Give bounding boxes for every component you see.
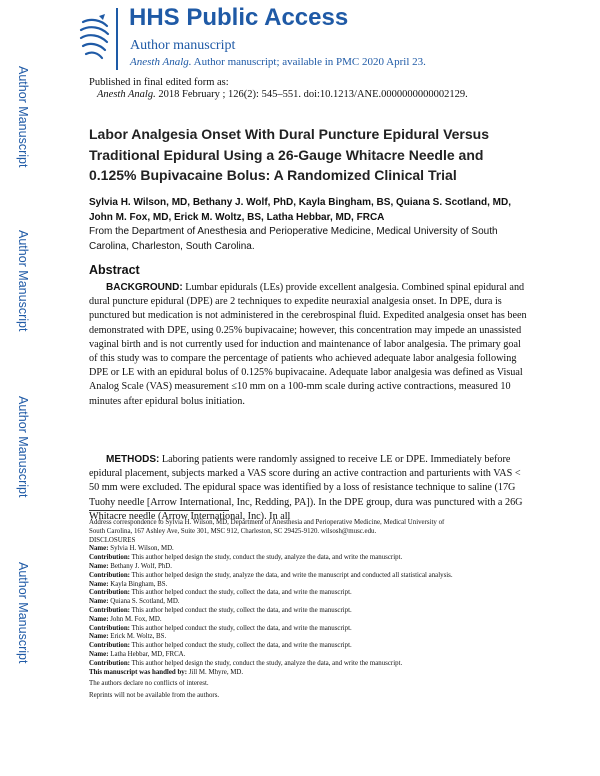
abstract-heading: Abstract: [89, 263, 140, 277]
author-name-line: Name: Kayla Bingham, BS.: [89, 580, 168, 588]
journal-name: Anesth Analg.: [130, 56, 192, 68]
availability-text: Author manuscript; available in PMC 2020 April 23.: [193, 56, 426, 68]
side-label-author-manuscript: Author Manuscript: [16, 562, 30, 664]
published-label: Published in final edited form as:: [89, 77, 229, 88]
published-journal: Anesth Analg.: [97, 89, 156, 100]
author-contribution-line: Contribution: This author helped conduct the study, collect the data, and write the manuscript.: [89, 589, 352, 597]
author-name-line: Name: John M. Fox, MD.: [89, 615, 162, 623]
citation-details: 2018 February ; 126(2): 545–551. doi:10.1213/ANE.0000000000002129.: [158, 89, 468, 100]
side-label-author-manuscript: Author Manuscript: [16, 230, 30, 332]
author-manuscript-label: Author manuscript: [130, 38, 236, 53]
side-label-author-manuscript: Author Manuscript: [16, 66, 30, 168]
abstract-background-paragraph: [89, 281, 529, 409]
author-name-line: Name: Sylvia H. Wilson, MD.: [89, 545, 174, 553]
author-name-line: Name: Latha Hebbar, MD, FRCA.: [89, 650, 186, 658]
reprints-statement: Reprints will not be available from the authors.: [89, 692, 220, 700]
conflicts-statement: The authors declare no conflicts of interest.: [89, 680, 209, 688]
hhs-public-access-title: HHS Public Access: [129, 4, 349, 31]
author-affiliation: From the Department of Anesthesia and Perioperative Medicine, Medical University of South Carolina, Charleston, South Carolina.: [89, 226, 498, 252]
abstract-methods-paragraph: [89, 453, 529, 524]
author-name-line: Name: Quiana S. Scotland, MD.: [89, 598, 180, 606]
published-citation: [97, 89, 468, 100]
methods-text: Laboring patients were randomly assigned to receive LE or DPE. Immediately before epidural placement, subjects marked a VAS score during an active contraction and parturients with VAS < 50 mm were excluded. The epidural space was identified by a loss of resistance technique to saline (17G Tuohy needle [Arrow International, Inc, Redding, PA]). In the DPE group, dura was punctured with a 26G Whitacre needle (Arrow International, Inc). In all: [89, 454, 523, 522]
author-contribution-line: Contribution: This author helped design the study, conduct the study, analyze the data, and write the manuscript.: [89, 554, 403, 562]
header-divider: [116, 8, 118, 70]
author-name-line: Name: Bethany J. Wolf, PhD.: [89, 562, 172, 570]
journal-availability-line: [130, 56, 426, 68]
footnotes: [89, 519, 534, 701]
article-title: Labor Analgesia Onset With Dural Puncture Epidural Versus Traditional Epidural Using a 26-Gauge Whitacre Needle and 0.125% Bupivacaine Bolus: A Randomized Clinical Trial: [89, 126, 489, 183]
author-contribution-line: Contribution: This author helped conduct the study, collect the data, and write the manuscript.: [89, 624, 352, 632]
author-name-line: Name: Erick M. Woltz, BS.: [89, 633, 167, 641]
side-label-author-manuscript: Author Manuscript: [16, 396, 30, 498]
author-contribution-line: Contribution: This author helped conduct the study, collect the data, and write the manuscript.: [89, 642, 352, 650]
handled-by-line: This manuscript was handled by: Jill M. Mhyre, MD.: [89, 668, 244, 676]
correspondence-line: South Carolina, 167 Ashley Ave, Suite 301, MSC 912, Charleston, SC 29425-9120. wilsosh@musc.edu.: [89, 527, 377, 535]
author-contribution-line: Contribution: This author helped conduct the study, collect the data, and write the manuscript.: [89, 606, 352, 614]
hhs-eagle-logo-icon: [75, 12, 115, 68]
disclosures-heading: DISCLOSURES: [89, 536, 136, 544]
background-label: BACKGROUND:: [106, 282, 183, 293]
author-list: Sylvia H. Wilson, MD, Bethany J. Wolf, PhD, Kayla Bingham, BS, Quiana S. Scotland, MD, John M. Fox, MD, Erick M. Woltz, BS, Latha Hebbar, MD, FRCA: [89, 197, 512, 223]
author-contribution-line: Contribution: This author helped design the study, conduct the study, analyze the data, and write the manuscript.: [89, 659, 403, 667]
author-contribution-line: Contribution: This author helped design the study, analyze the data, and write the manuscript and conducted all statistical analysis.: [89, 571, 453, 579]
methods-label: METHODS:: [106, 454, 160, 465]
correspondence-line: Address correspondence to Sylvia H. Wilson, MD, Department of Anesthesia and Perioperative Medicine, Medical University of: [89, 519, 445, 526]
footnote-divider: [89, 510, 229, 511]
background-text: Lumbar epidurals (LEs) provide excellent analgesia. Combined spinal epidural and dural puncture epidural (DPE) are 2 techniques to expedite neuraxial analgesia onset. In DPE, dura is punctured but medication is not administered in the cerebrospinal fluid. Expedited analgesia onset has been demonstrated with DPE, using 0.25% bupivacaine; however, this concentration may impede an unassisted vaginal birth and is not currently used for induction and maintenance of labor analgesia. The primary goal of this study was to compare the percentage of patients who achieved adequate labor analgesia following DPE or LE with an epidural bolus of 0.125% bupivacaine. Adequate labor analgesia was defined as Visual Analog Scale (VAS) measurement ≤10 mm on a 100-mm scale during active contractions, measured 10 minutes after epidural bolus initiation.: [89, 282, 527, 407]
